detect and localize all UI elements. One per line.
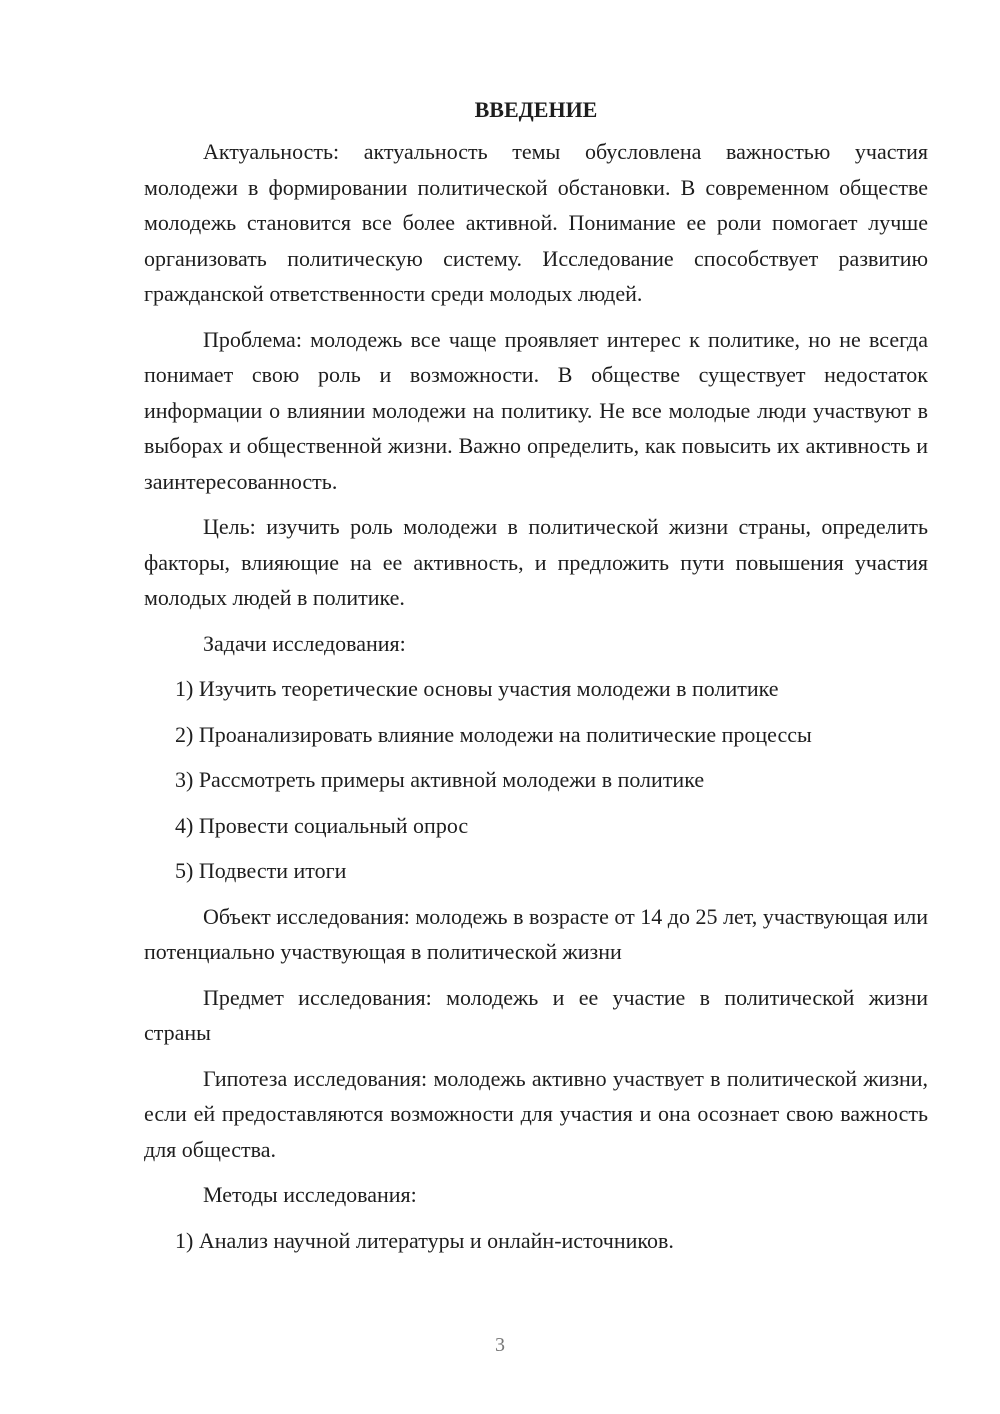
- list-item: 4) Провести социальный опрос: [175, 812, 469, 838]
- list-item: 1) Изучить теоретические основы участия молодежи в политике: [175, 676, 779, 701]
- problem-paragraph: Проблема: молодежь все чаще проявляет интерес к политике, но не всегда понимает свою роль и возможности. В обществе существует недостаток информации о влиянии молодежи на политику. Не все молодые люди участвуют в выборах и общественной жизни. Важно определить, как повысить их активность и заинтересованность.: [144, 326, 928, 494]
- tasks-list: [144, 671, 928, 889]
- page-number: 3: [495, 1334, 505, 1356]
- methods-list: [144, 1223, 928, 1259]
- relevance-paragraph: Актуальность: актуальность темы обусловлена важностью участия молодежи в формировании политической обстановки. В современном обществе молодежь становится все более активной. Понимание ее роли помогает лучше организовать политическую систему. Исследование способствует развитию гражданской ответственности среди молодых людей.: [144, 139, 928, 306]
- list-item: 1) Анализ научной литературы и онлайн-источников.: [175, 1227, 674, 1253]
- hypothesis-paragraph: Гипотеза исследования: молодежь активно участвует в политической жизни, если ей предоставляются возможности для участия и она осознает свою важность для общества.: [144, 1065, 928, 1162]
- document-page: [144, 92, 928, 1268]
- subject-paragraph: Предмет исследования: молодежь и ее участие в политической жизни страны: [144, 984, 928, 1045]
- methods-heading: Методы исследования:: [203, 1182, 417, 1207]
- goal-paragraph: Цель: изучить роль молодежи в политической жизни страны, определить факторы, влияющие на ее активность, и предложить пути повышения участия молодых людей в политике.: [144, 514, 928, 610]
- list-item: 5) Подвести итоги: [175, 858, 347, 883]
- list-item: 3) Рассмотреть примеры активной молодежи в политике: [175, 767, 705, 792]
- object-paragraph: Объект исследования: молодежь в возрасте от 14 до 25 лет, участвующая или потенциально участвующая в политической жизни: [144, 903, 928, 964]
- list-item: 2) Проанализировать влияние молодежи на политические процессы: [175, 721, 812, 747]
- tasks-heading: Задачи исследования:: [203, 630, 406, 656]
- section-title: ВВЕДЕНИЕ: [474, 97, 598, 122]
